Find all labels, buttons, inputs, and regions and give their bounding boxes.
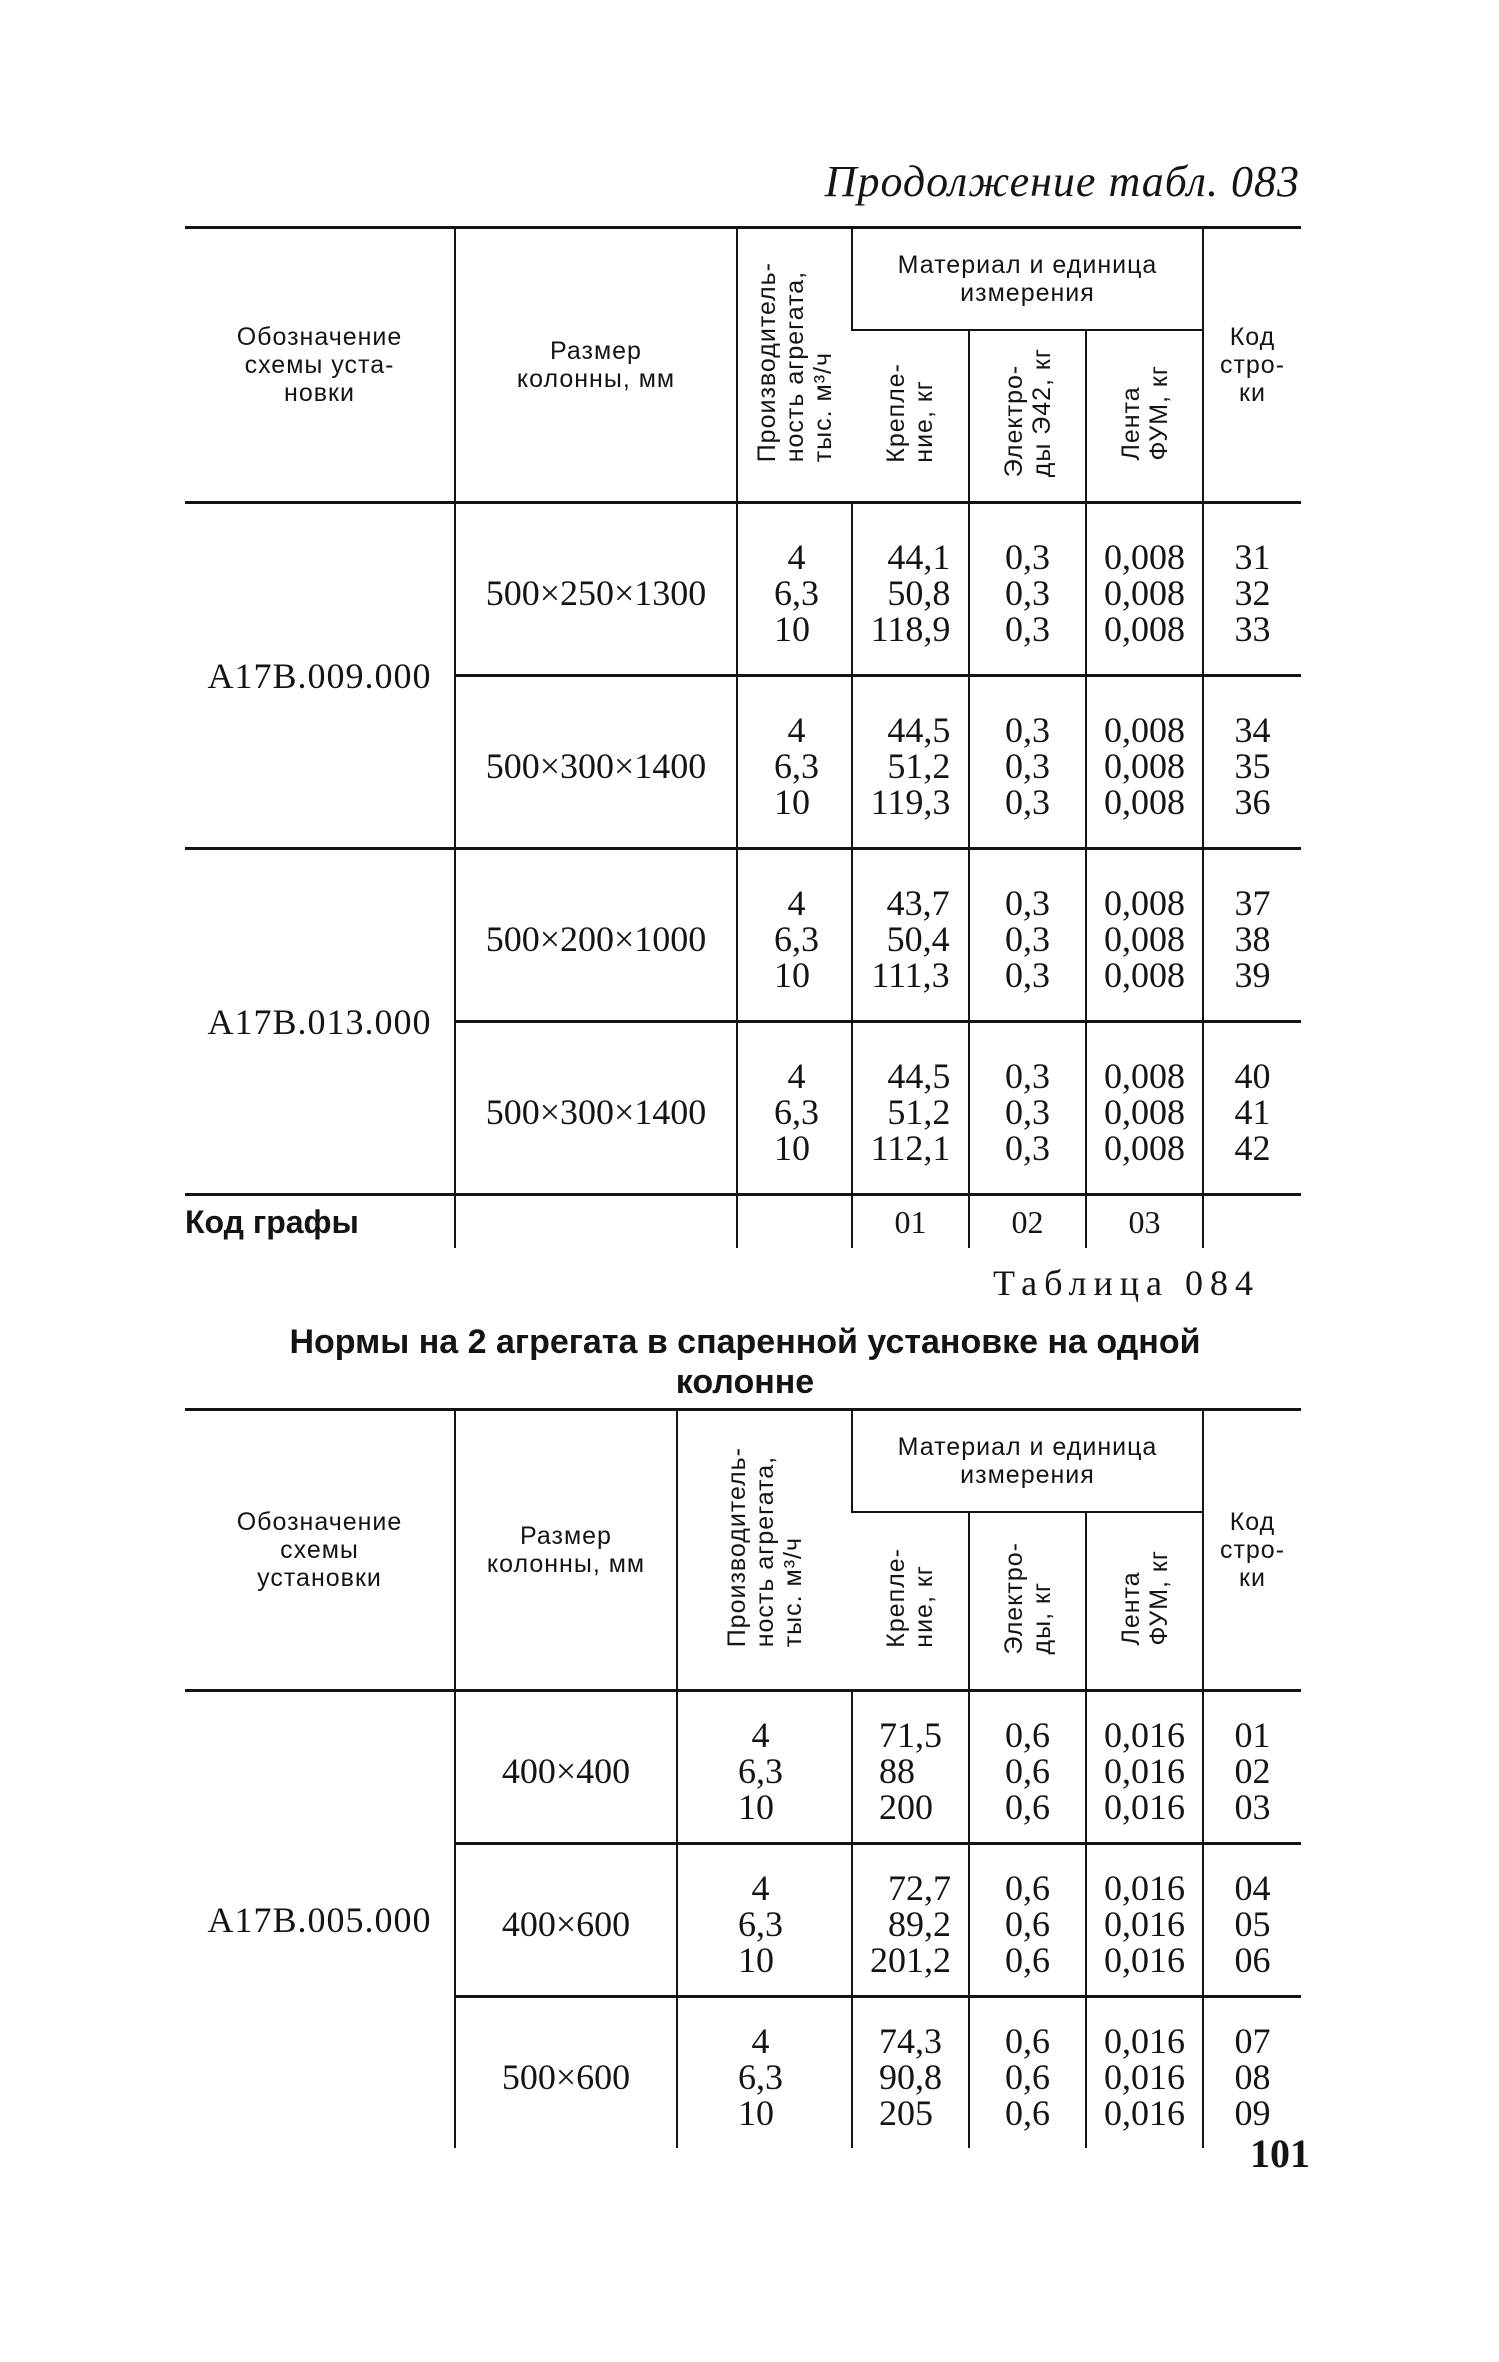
header-material: Материал и единица измерения: [852, 228, 1203, 331]
electrodes-cell: 0,3 0,3 0,3: [969, 503, 1086, 676]
row-code-cell: 04 05 06: [1203, 1844, 1301, 1997]
table-row: [185, 503, 1301, 676]
productivity-cell: 4 6,3 10: [737, 503, 852, 676]
productivity-cell: 4 6,3 10: [737, 676, 852, 849]
tape-cell: 0,016 0,016 0,016: [1086, 1844, 1203, 1997]
size-cell: 500×600: [455, 1997, 677, 2149]
table-label: Таблица 084: [993, 1263, 1260, 1303]
header-row-code: Код стро- ки: [1203, 1410, 1301, 1691]
row-code-cell: 34 35 36: [1203, 676, 1301, 849]
scheme-cell: А17В.009.000: [185, 503, 455, 849]
table-row: [185, 849, 1301, 1022]
header-size: Размер колонны, мм: [455, 228, 737, 503]
header-productivity: Производитель- ность агрегата, тыс. м³/ч: [737, 228, 852, 503]
electrodes-cell: 0,3 0,3 0,3: [969, 849, 1086, 1022]
header-tape: Лента ФУМ, кг: [1086, 330, 1203, 503]
productivity-cell: 4 6,3 10: [677, 1691, 852, 1844]
size-cell: 500×300×1400: [455, 1022, 737, 1195]
tape-cell: 0,016 0,016 0,016: [1086, 1691, 1203, 1844]
table-084: [185, 1408, 1301, 2148]
size-cell: 400×400: [455, 1691, 677, 1844]
size-cell: 500×300×1400: [455, 676, 737, 849]
fastening-cell: 71,5 88 200: [852, 1691, 969, 1844]
fastening-cell: 44,5 51,2 119,3: [852, 676, 969, 849]
column-code-row: [185, 1195, 1301, 1249]
empty-cell: [1203, 1195, 1301, 1249]
productivity-cell: 4 6,3 10: [677, 1997, 852, 2149]
row-code-cell: 01 02 03: [1203, 1691, 1301, 1844]
fastening-cell: 72,7 89,2 201,2: [852, 1844, 969, 1997]
page-title: Продолжение табл. 083: [824, 157, 1300, 206]
table-083: [185, 226, 1301, 1248]
size-cell: 500×200×1000: [455, 849, 737, 1022]
tape-cell: 0,008 0,008 0,008: [1086, 1022, 1203, 1195]
fastening-cell: 44,5 51,2 112,1: [852, 1022, 969, 1195]
tape-cell: 0,008 0,008 0,008: [1086, 503, 1203, 676]
electrodes-cell: 0,6 0,6 0,6: [969, 1844, 1086, 1997]
header-material: Материал и единица измерения: [852, 1410, 1203, 1513]
header-electrodes: Электро- ды Э42, кг: [969, 330, 1086, 503]
column-code-label: Код графы: [185, 1195, 455, 1249]
header-scheme: Обозначение схемы установки: [236, 1508, 403, 1592]
header-scheme: Обозначение схемы уста- новки: [236, 323, 403, 407]
scheme-cell: А17В.013.000: [185, 849, 455, 1195]
tape-cell: 0,016 0,016 0,016: [1086, 1997, 1203, 2149]
productivity-cell: 4 6,3 10: [677, 1844, 852, 1997]
tape-cell: 0,008 0,008 0,008: [1086, 849, 1203, 1022]
size-cell: 400×600: [455, 1844, 677, 1997]
electrodes-cell: 0,6 0,6 0,6: [969, 1691, 1086, 1844]
fastening-cell: 44,1 50,8 118,9: [852, 503, 969, 676]
row-code-cell: 37 38 39: [1203, 849, 1301, 1022]
row-code-cell: 40 41 42: [1203, 1022, 1301, 1195]
header-fastening: Крепле- ние, кг: [882, 1548, 938, 1648]
header-size: Размер колонны, мм: [455, 1410, 677, 1691]
table-caption: Нормы на 2 агрегата в спаренной установке на одной колонне: [289, 1323, 1201, 1401]
column-code: 01: [852, 1195, 969, 1249]
fastening-cell: 43,7 50,4 111,3: [852, 849, 969, 1022]
fastening-cell: 74,3 90,8 205: [852, 1997, 969, 2149]
row-code-cell: 07 08 09: [1203, 1997, 1301, 2149]
header-productivity: Производитель- ность агрегата, тыс. м³/ч: [677, 1410, 852, 1691]
header-fastening: Крепле- ние, кг: [882, 363, 938, 463]
electrodes-cell: 0,3 0,3 0,3: [969, 1022, 1086, 1195]
column-code: 02: [969, 1195, 1086, 1249]
productivity-cell: 4 6,3 10: [737, 1022, 852, 1195]
header-tape: Лента ФУМ, кг: [1086, 1512, 1203, 1691]
electrodes-cell: 0,3 0,3 0,3: [969, 676, 1086, 849]
scheme-cell: А17В.005.000: [185, 1691, 455, 2149]
table-row: [185, 1691, 1301, 1844]
tape-cell: 0,008 0,008 0,008: [1086, 676, 1203, 849]
page-number: 101: [1250, 2131, 1310, 2176]
size-cell: 500×250×1300: [455, 503, 737, 676]
productivity-cell: 4 6,3 10: [737, 849, 852, 1022]
column-code: 03: [1086, 1195, 1203, 1249]
empty-cell: [737, 1195, 852, 1249]
row-code-cell: 31 32 33: [1203, 503, 1301, 676]
header-electrodes: Электро- ды, кг: [969, 1512, 1086, 1691]
header-row-code: Код стро- ки: [1203, 228, 1301, 503]
empty-cell: [455, 1195, 737, 1249]
electrodes-cell: 0,6 0,6 0,6: [969, 1997, 1086, 2149]
